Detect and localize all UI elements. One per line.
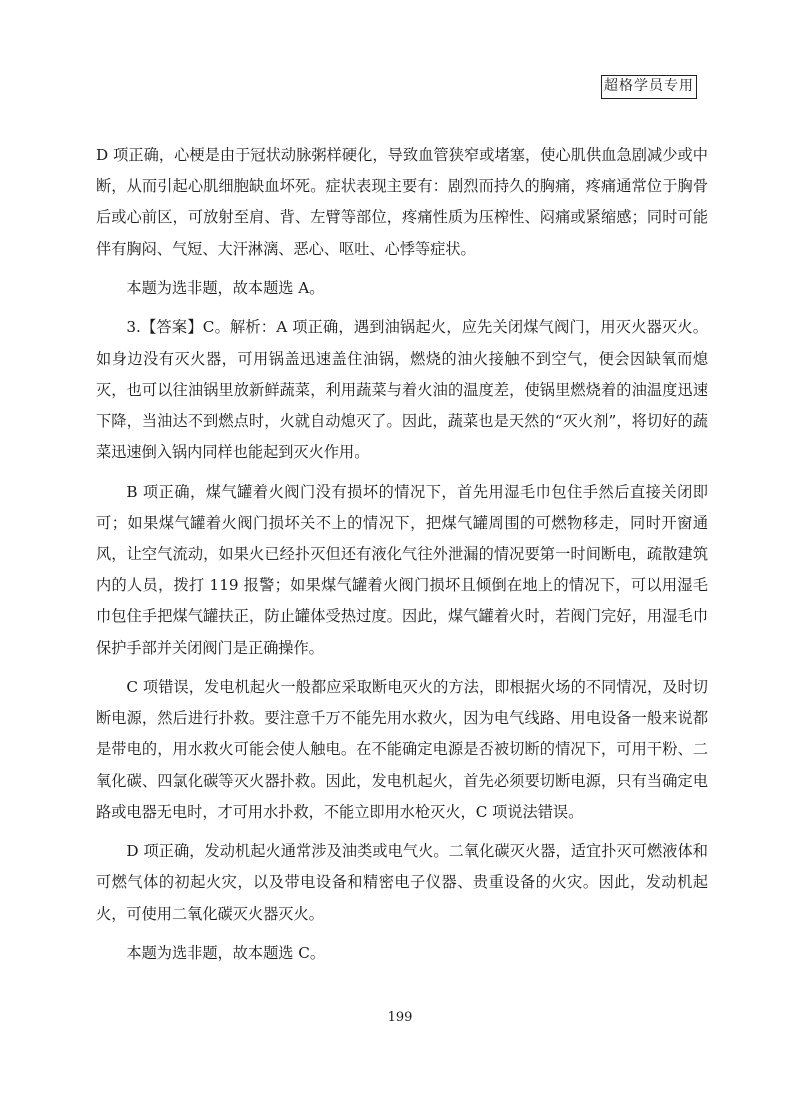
paragraph-q3-option-b: B 项正确，煤气罐着火阀门没有损坏的情况下，首先用湿毛巾包住手然后直接关闭即可；如果煤气罐着火阀门损坏关不上的情况下，把煤气罐周围的可燃物移走，同时开窗通风，让空气流动，如果火已经扑灭但还有液化气往外泄漏的情况要第一时间断电，疏散建筑内的人员，拨打 119 报警；如果煤气罐着火阀门损坏且倾倒在地上的情况下，可以用湿毛巾包住手把煤气罐扶正，防止罐体受热过度。因此，煤气罐着火时，若阀门完好，用湿毛巾保护手部并关闭阀门是正确操作。 (96, 482, 708, 657)
exclusive-badge: 超格学员专用 (601, 75, 697, 99)
paragraph-q3-option-c: C 项错误，发电机起火一般都应采取断电灭火的方法，即根据火场的不同情况，及时切断电源，然后进行扑救。要注意千万不能先用水救火，因为电气线路、用电设备一般来说都是带电的，用水救火可能会使人触电。在不能确定电源是否被切断的情况下，可用干粉、二氧化碳、四氯化碳等灭火器扑救。因此，发电机起火，首先必须要切断电源，只有当确定电路或电器无电时，才可用水扑救，不能立即用水枪灭火，C 项说法错误。 (96, 678, 708, 821)
paragraph-q3-option-d: D 项正确，发动机起火通常涉及油类或电气火。二氧化碳灭火器，适宜扑灭可燃液体和可燃气体的初起火灾，以及带电设备和精密电子仪器、贵重设备的火灾。因此，发动机起火，可使用二氧化碳灭火器灭火。 (96, 842, 708, 923)
page-number: 199 (387, 1010, 413, 1025)
paragraph-answer-q2: 本题为选非题，故本题选 A。 (126, 279, 325, 297)
document-body (96, 140, 708, 977)
paragraph-q3-option-a: 3.【答案】C。解析：A 项正确，遇到油锅起火，应先关闭煤气阀门，用灭火器灭火。如身边没有灭火器，可用锅盖迅速盖住油锅，燃烧的油火接触不到空气，便会因缺氧而熄灭，也可以往油锅里放新鲜蔬菜，利用蔬菜与着火油的温度差，使锅里燃烧着的油温度迅速下降，当油达不到燃点时，火就自动熄灭了。因此，蔬菜也是天然的“灭火剂”，将切好的蔬菜迅速倒入锅内同样也能起到灭火作用。 (96, 318, 708, 462)
paragraph-option-d-myocardial: D 项正确，心梗是由于冠状动脉粥样硬化，导致血管狭窄或堵塞，使心肌供血急剧减少或中断，从而引起心肌细胞缺血坏死。症状表现主要有：剧烈而持久的胸痛，疼痛通常位于胸骨后或心前区，可放射至肩、背、左臂等部位，疼痛性质为压榨性、闷痛或紧缩感；同时可能伴有胸闷、气短、大汗淋漓、恶心、呕吐、心悸等症状。 (96, 146, 708, 258)
paragraph-answer-q3: 本题为选非题，故本题选 C。 (126, 944, 326, 962)
